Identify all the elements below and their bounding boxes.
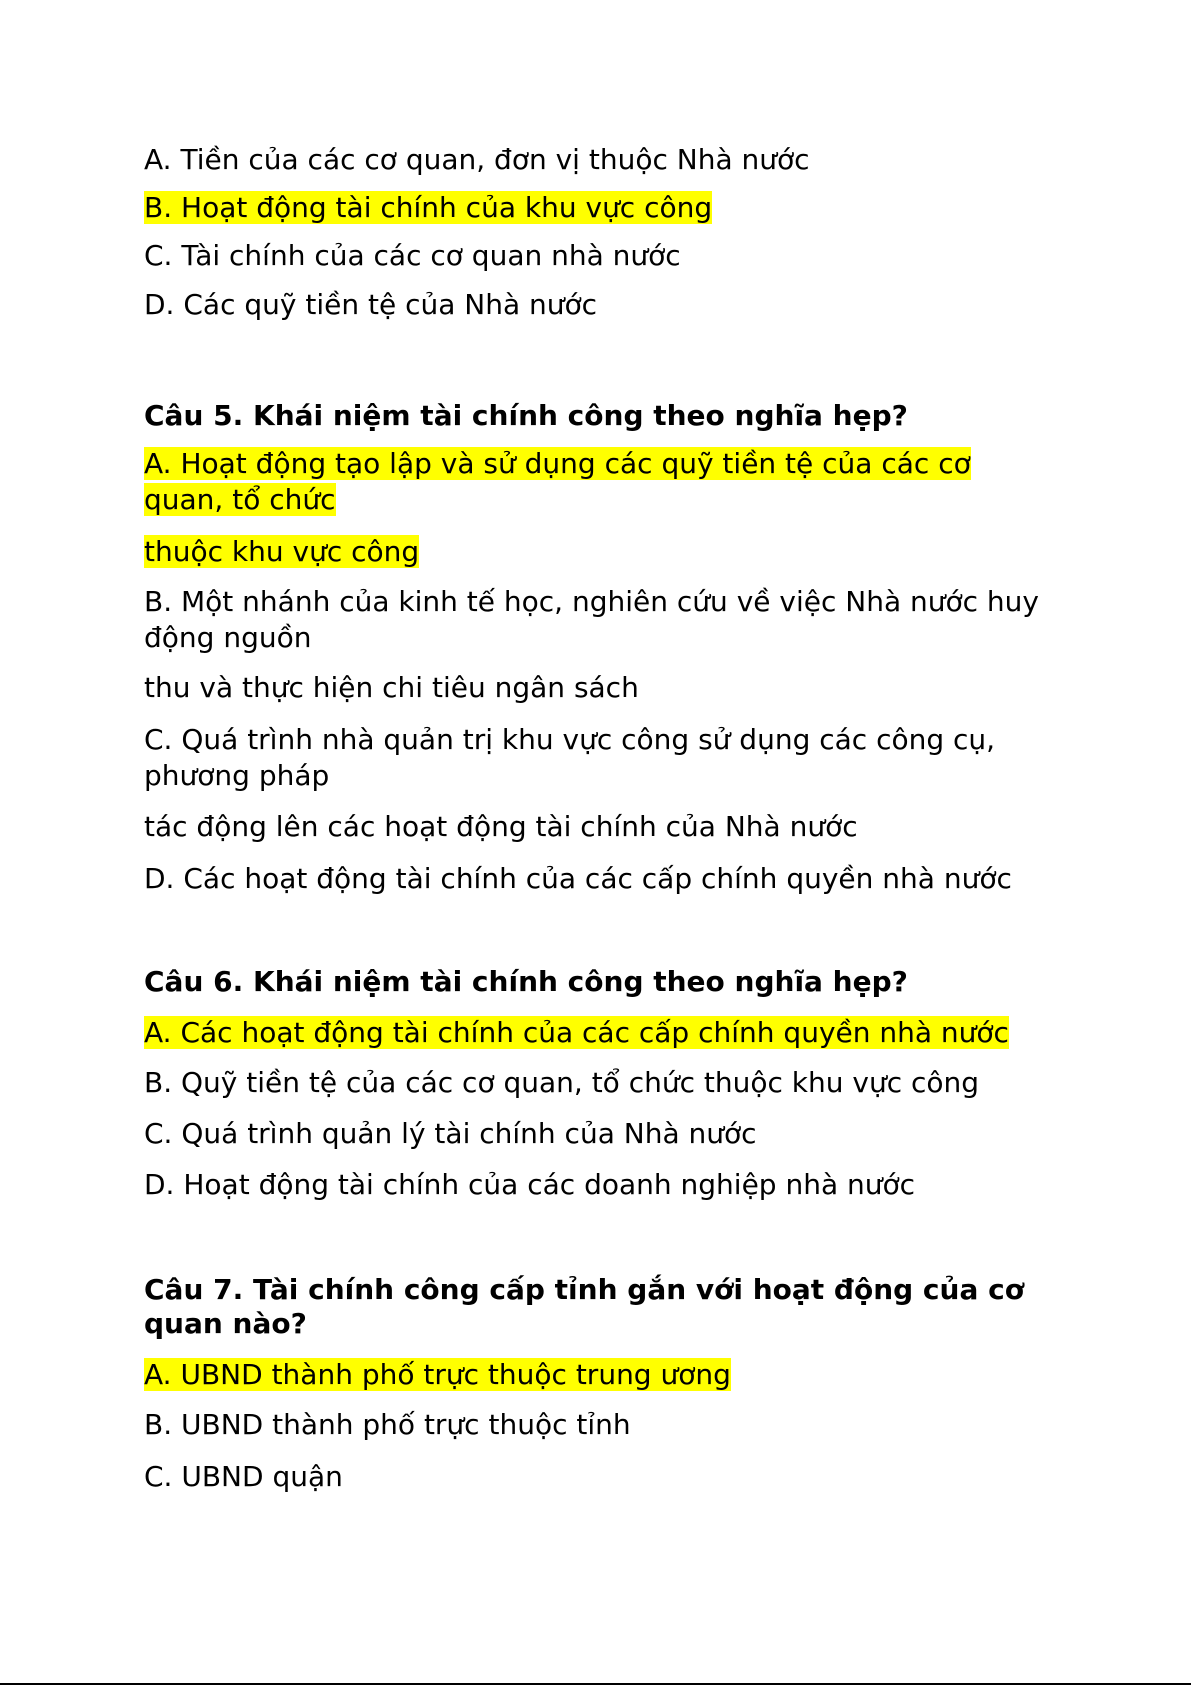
q5-option-c-line3: tác động lên các hoạt động tài chính của Nhà nước [144,810,858,843]
q5-option-c-line2: phương pháp [144,759,330,792]
question-7-title-line1: Câu 7. Tài chính công cấp tỉnh gắn với hoạt động của cơ [144,1273,1024,1306]
q5-option-a-line1 [144,446,971,482]
prev-option-a [144,142,810,178]
q5-option-a-line1-text: A. Hoạt động tạo lập và sử dụng các quỹ tiền tệ của các cơ [144,447,971,480]
prev-option-b [144,190,712,226]
q5-option-a-line3 [144,534,419,570]
prev-option-d-text: D. Các quỹ tiền tệ của Nhà nước [144,288,598,321]
q6-option-a [144,1015,1009,1051]
q7-option-a-text: A. UBND thành phố trực thuộc trung ương [144,1358,731,1391]
prev-option-a-text: A. Tiền của các cơ quan, đơn vị thuộc Nhà nước [144,143,810,176]
q6-option-d: D. Hoạt động tài chính của các doanh nghiệp nhà nước [144,1168,916,1201]
q5-option-a-line2-text: quan, tổ chức [144,483,336,516]
question-5-title: Câu 5. Khái niệm tài chính công theo nghĩa hẹp? [144,399,908,432]
prev-option-b-text: B. Hoạt động tài chính của khu vực công [144,191,713,224]
q7-option-b: B. UBND thành phố trực thuộc tỉnh [144,1408,631,1441]
q5-option-d: D. Các hoạt động tài chính của các cấp chính quyền nhà nước [144,862,1012,895]
q5-option-c-line1: C. Quá trình nhà quản trị khu vực công sử dụng các công cụ, [144,723,996,756]
prev-option-d [144,287,597,323]
q5-option-b-line1: B. Một nhánh của kinh tế học, nghiên cứu về việc Nhà nước huy [144,585,1039,618]
q7-option-a [144,1357,731,1393]
q5-option-b-line3: thu và thực hiện chi tiêu ngân sách [144,671,639,704]
prev-option-c [144,238,681,274]
q5-option-a-line3-text: thuộc khu vực công [144,535,420,568]
q6-option-b: B. Quỹ tiền tệ của các cơ quan, tổ chức thuộc khu vực công [144,1066,980,1099]
q6-option-c: C. Quá trình quản lý tài chính của Nhà nước [144,1117,757,1150]
question-7-title-line2: quan nào? [144,1307,307,1340]
q5-option-b-line2: động nguồn [144,621,312,654]
prev-option-c-text: C. Tài chính của các cơ quan nhà nước [144,239,681,272]
q5-option-a-line2 [144,482,336,518]
question-6-title: Câu 6. Khái niệm tài chính công theo nghĩa hẹp? [144,965,908,998]
q6-option-a-text: A. Các hoạt động tài chính của các cấp chính quyền nhà nước [144,1016,1009,1049]
q7-option-c: C. UBND quận [144,1460,343,1493]
